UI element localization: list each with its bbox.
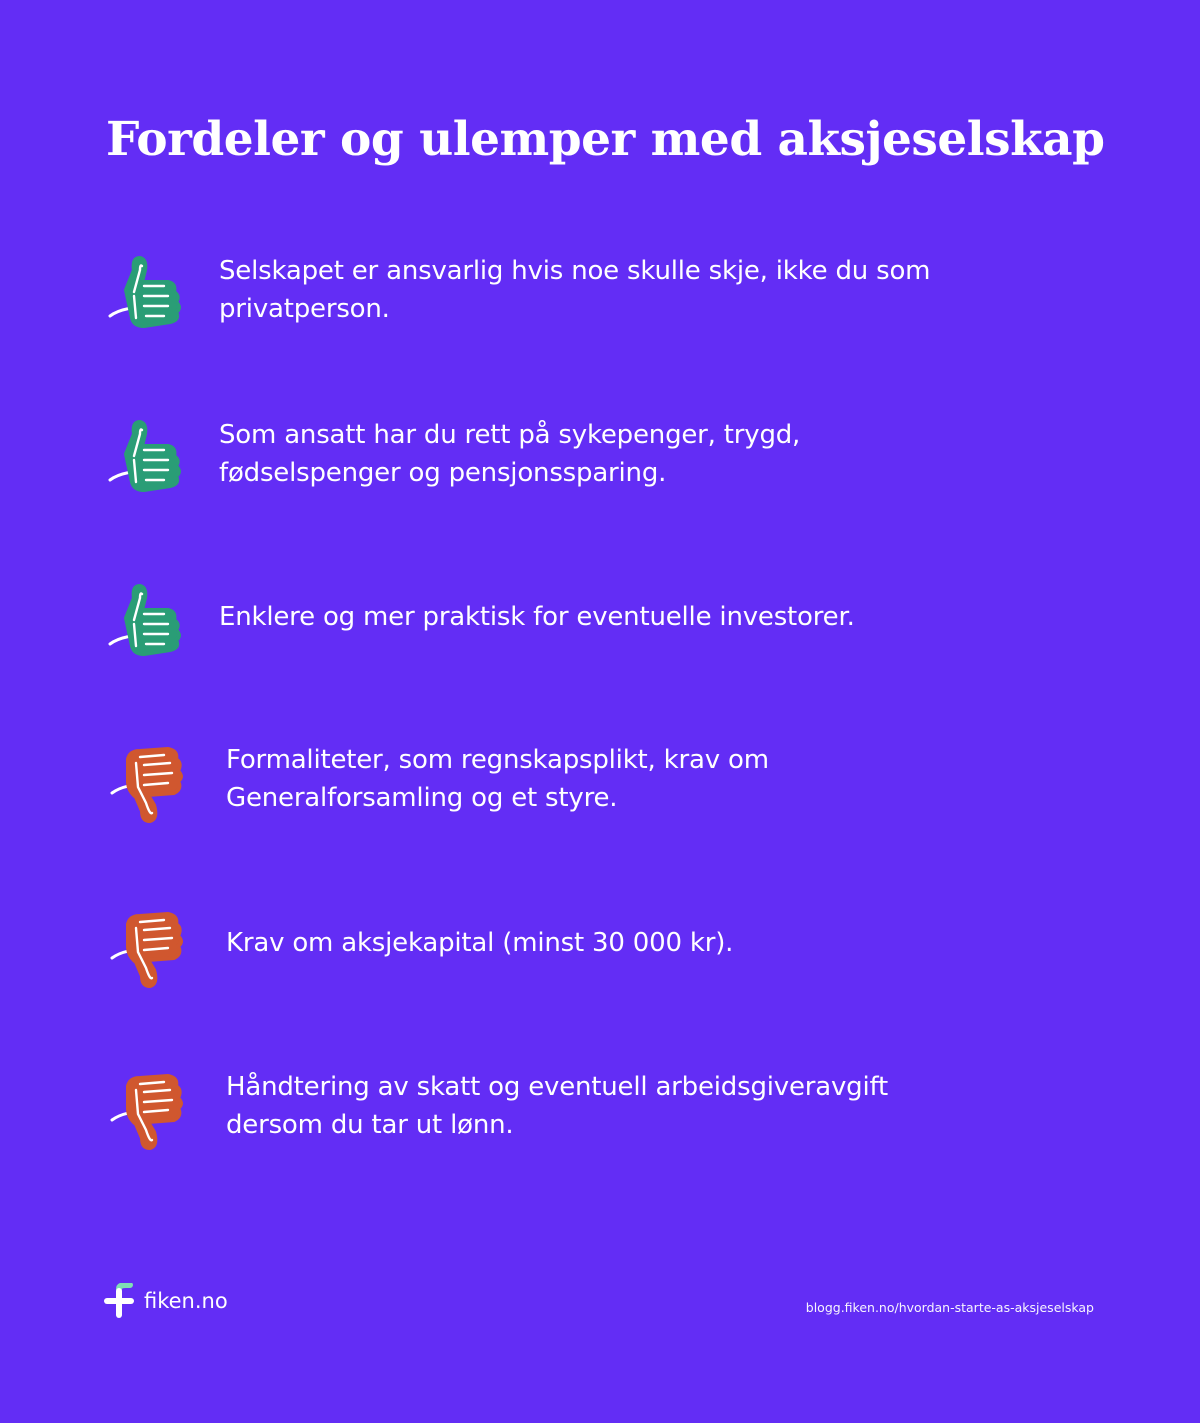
thumbs-up-icon — [104, 252, 188, 342]
con-text: Formaliteter, som regnskapsplikt, krav om Generalforsamling og et styre. — [226, 745, 769, 813]
thumbs-up-icon — [104, 580, 188, 670]
con-item — [104, 906, 1084, 1016]
con-text: Krav om aksjekapital (minst 30 000 kr). — [226, 928, 734, 958]
logo-text: fiken.no — [144, 1289, 228, 1313]
con-item — [104, 741, 1084, 851]
pro-item — [104, 416, 1084, 526]
thumbs-up-icon — [104, 416, 188, 506]
source-url: blogg.fiken.no/hvordan-starte-as-aksjeselskap — [805, 1300, 1094, 1315]
thumbs-down-icon — [104, 741, 188, 831]
thumbs-down-icon — [104, 906, 188, 996]
pro-text: Som ansatt har du rett på sykepenger, trygd, fødselspenger og pensjonssparing. — [219, 420, 801, 488]
con-item — [104, 1068, 1084, 1178]
pro-item — [104, 580, 1084, 690]
pro-item — [104, 252, 1084, 362]
thumbs-down-icon — [104, 1068, 188, 1158]
pro-text: Selskapet er ansvarlig hvis noe skulle skje, ikke du som privatperson. — [219, 256, 931, 324]
fiken-logo — [104, 1283, 228, 1319]
fiken-plus-icon — [104, 1283, 134, 1319]
pro-text: Enklere og mer praktisk for eventuelle investorer. — [219, 602, 855, 632]
con-text: Håndtering av skatt og eventuell arbeidsgiveravgift dersom du tar ut lønn. — [226, 1072, 888, 1140]
page-title: Fordeler og ulemper med aksjeselskap — [106, 112, 1105, 167]
